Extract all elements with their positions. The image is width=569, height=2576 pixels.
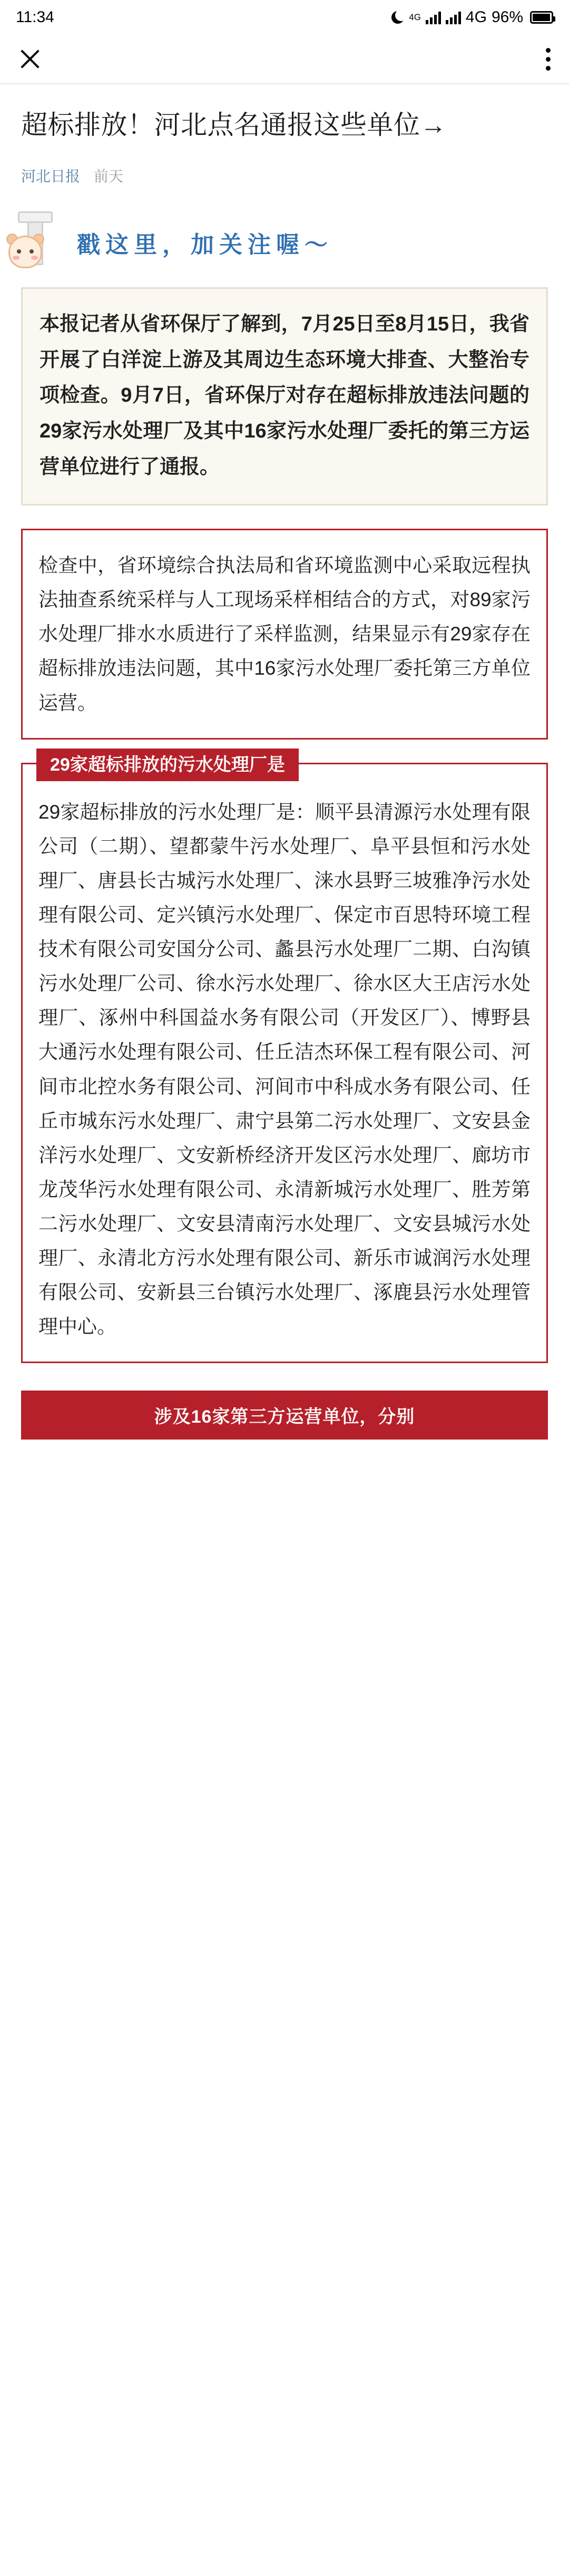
paragraph-box-2 (21, 754, 548, 1364)
status-bar-left (16, 8, 54, 26)
article-time: 前天 (94, 168, 124, 184)
network-4g-sup-label: 4G (409, 12, 421, 22)
paragraph-2-text: 29家超标排放的污水处理厂是：顺平县清源污水处理有限公司（二期）、望都蒙牛污水处理厂、阜平县恒和污水处理厂、唐县长古城污水处理厂、涞水县野三坡雅净污水处理有限公司、定兴镇污水处理厂、保定市百思特环境工程技术有限公司安国分公司、蠡县污水处理厂二期、白沟镇污水处理厂公司、徐水污水处理厂、徐水区大王店污水处理厂、涿州中科国益水务有限公司（开发区厂）、博野县大通污水处理有限公司、任丘洁杰环保工程有限公司、河间市北控水务有限公司、河间市中科成水务有限公司、任丘市城东污水处理厂、肃宁县第二污水处理厂、文安县金洋污水处理厂、文安新桥经济开发区污水处理厂、廊坊市龙茂华污水处理有限公司、永清新城污水处理厂、胜芳第二污水处理厂、文安县清南污水处理厂、文安县城污水处理厂、永清北方污水处理有限公司、新乐市诚润污水处理有限公司、安新县三台镇污水处理厂、涿鹿县污水处理管理中心。 (38, 801, 531, 1338)
close-icon[interactable] (18, 47, 42, 71)
lead-paragraph-box (21, 287, 548, 506)
status-bar (0, 0, 569, 35)
article-header (0, 84, 569, 186)
network-4g-label: 4G (465, 8, 487, 26)
bottom-banner-label: 涉及16家第三方运营单位，分别 (21, 1391, 548, 1440)
status-bar-right (391, 8, 553, 26)
signal-bars-icon-2 (446, 11, 461, 24)
article-source[interactable]: 河北日报 (21, 168, 81, 184)
follow-banner[interactable] (0, 213, 569, 271)
moon-icon (391, 11, 404, 24)
article-meta (21, 165, 548, 186)
follow-banner-label: 戳这里，加关注喔～ (77, 232, 333, 258)
more-options-icon[interactable] (545, 48, 551, 71)
paragraph-box-1 (21, 529, 548, 740)
page-title: 超标排放！河北点名通报这些单位→ (21, 110, 447, 140)
section-2-tab-label: 29家超标排放的污水处理厂是 (36, 749, 299, 781)
nav-bar (0, 35, 569, 83)
lead-paragraph-text: 本报记者从省环保厅了解到，7月25日至8月15日，我省开展了白洋淀上游及其周边生态环境大排查、大整治专项检查。9月7日，省环保厅对存在超标排放违法问题的29家污水处理厂及其中16家污水处理厂委托的第三方运营单位进行了通报。 (40, 313, 529, 478)
paragraph-1-text: 检查中，省环境综合执法局和省环境监测中心采取远程执法抽查系统采样与人工现场采样相结合的方式，对89家污水处理厂排水水质进行了采样监测，结果显示有29家存在超标排放违法问题，其中16家污水处理厂委托第三方单位运营。 (38, 555, 531, 714)
battery-icon (530, 11, 553, 24)
battery-percent-label: 96% (491, 8, 523, 26)
signal-bars-icon (426, 11, 441, 24)
status-time: 11:34 (16, 8, 54, 26)
mascot-icon (8, 215, 63, 270)
